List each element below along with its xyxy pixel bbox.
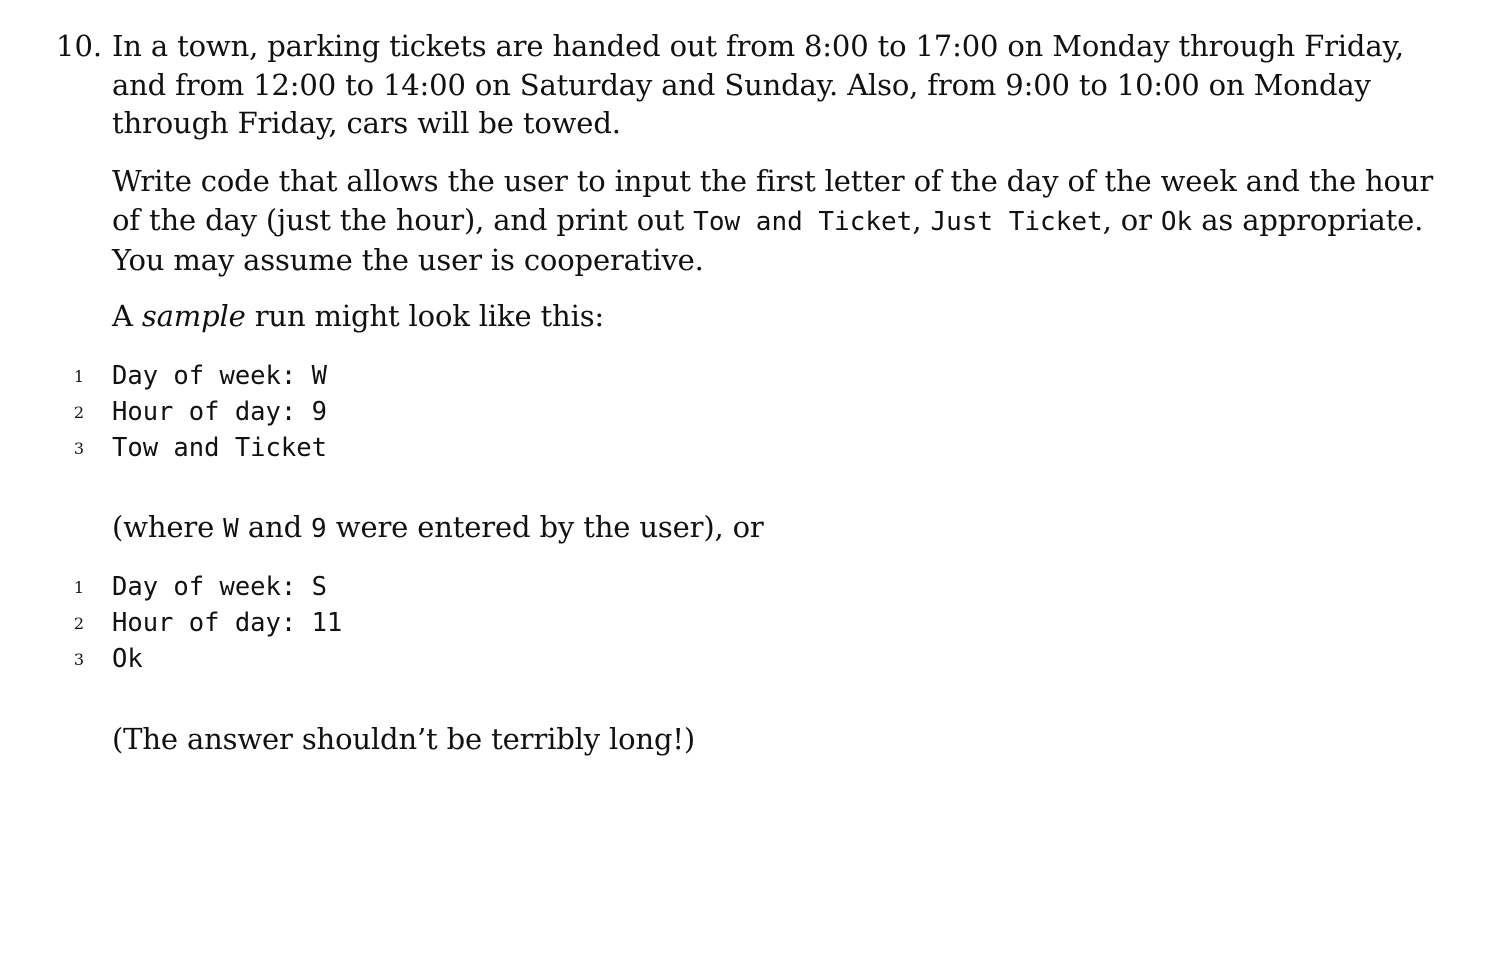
output-just-ticket: Just Ticket: [930, 206, 1103, 237]
separator-text: ,: [912, 202, 931, 237]
line-number: 1: [73, 367, 84, 386]
code-listing-1: [0, 358, 700, 466]
note-text: (where: [112, 510, 224, 544]
code-text: Hour of day: 9: [112, 397, 327, 427]
output-tow-and-ticket: Tow and Ticket: [693, 206, 913, 237]
note-text: were entered by the user), or: [326, 510, 764, 544]
code-text: Day of week: W: [112, 361, 327, 391]
task-text: Write code that allows the user to input the first letter of the day of the week and the hour of the day (just the hour), and print out: [112, 164, 1434, 237]
line-number: 1: [73, 578, 84, 597]
sample-intro-text: A: [112, 299, 142, 333]
line-number: 3: [73, 439, 84, 458]
note-text: and: [238, 510, 312, 544]
code-text: Ok: [112, 644, 143, 674]
sample-emphasis: sample: [141, 299, 246, 333]
code-text: Tow and Ticket: [112, 433, 327, 463]
line-number: 2: [73, 614, 84, 633]
code-line: [0, 430, 700, 466]
task-text-end: as appropriate. You may assume the user is cooperative.: [112, 202, 1424, 277]
code-text: Hour of day: 11: [112, 608, 343, 638]
code-line: [0, 569, 700, 605]
closing-remark: (The answer shouldn’t be terribly long!): [112, 722, 696, 756]
input-hour-example: 9: [311, 514, 327, 544]
code-text: Day of week: S: [112, 572, 327, 602]
code-listing-2: [0, 569, 700, 677]
problem-number: 10.: [56, 29, 103, 63]
sample-note: [112, 508, 1462, 549]
separator-text: , or: [1102, 202, 1161, 237]
code-line: [0, 358, 700, 394]
output-ok: Ok: [1160, 206, 1193, 237]
line-number: 3: [73, 650, 84, 669]
task-description: [112, 162, 1462, 280]
problem-statement: In a town, parking tickets are handed out from 8:00 to 17:00 on Monday through Friday, and from 12:00 to 14:00 on Saturday and Sunday. Also, from 9:00 to 10:00 on Monday through Friday, cars will be towed.: [112, 29, 1404, 140]
code-line: [0, 605, 700, 641]
line-number: 2: [73, 403, 84, 422]
code-line: [0, 641, 700, 677]
sample-intro-text: run might look like this:: [245, 299, 605, 333]
sample-intro: [112, 297, 1462, 336]
code-line: [0, 394, 700, 430]
input-day-example: W: [223, 514, 239, 544]
